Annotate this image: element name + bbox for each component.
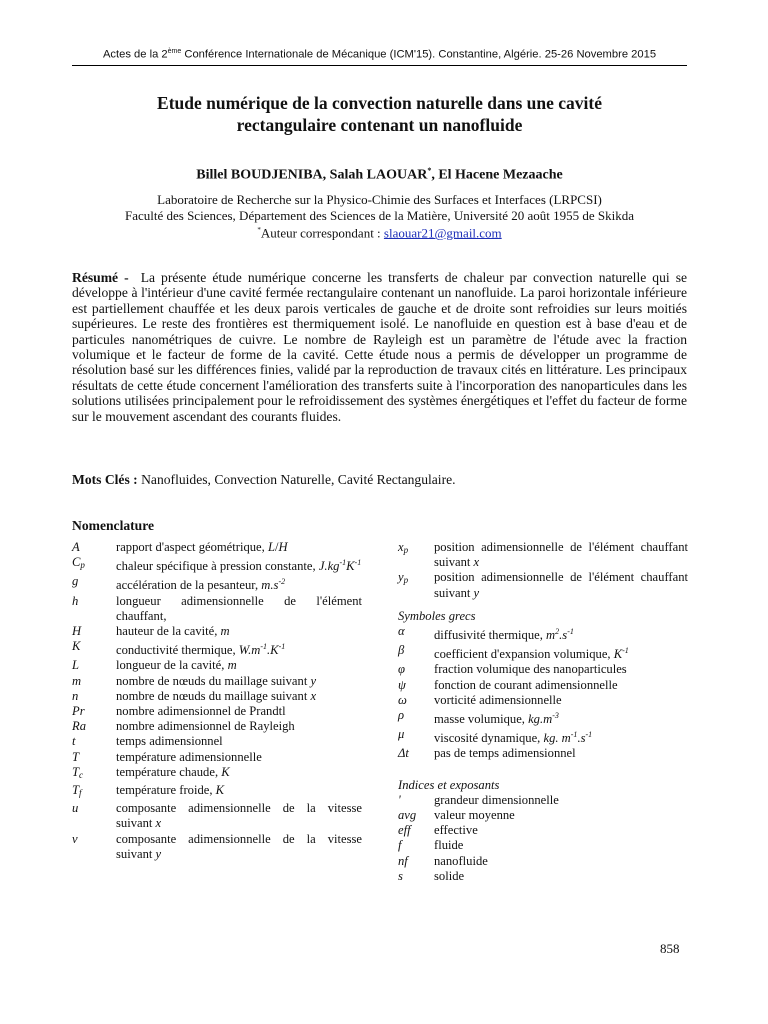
- list-item: $T_f$ température froide, K: [72, 783, 225, 799]
- list-item: A rapport d'aspect géométrique, L/H: [72, 540, 288, 554]
- list-item: ψ fonction de courant adimensionnelle: [398, 677, 618, 692]
- list-item: Δt pas de temps adimensionnel: [398, 746, 576, 761]
- list-item: T température adimensionnelle: [72, 749, 262, 764]
- running-header: Actes de la 2ème Conférence Internationale de Mécanique (ICM'15). Constantine, Algérie. 25-26 Novembre 2015: [72, 48, 687, 66]
- corresponding-author: *Auteur correspondant : slaouar21@gmail.com: [257, 225, 502, 241]
- indices-title: Indices et exposants: [398, 777, 500, 792]
- keywords-text: Nanofluides, Convection Naturelle, Cavité Rectangulaire.: [141, 472, 456, 487]
- list-item: μ viscosité dynamique, kg. $m^{-1}.s^{-1}$: [398, 727, 593, 746]
- list-item: φ fraction volumique des nanoparticules: [398, 662, 627, 677]
- list-item: h longueur adimensionnelle de l'élément chauffant,: [72, 593, 362, 623]
- greek-symbols-title: Symboles grecs: [398, 608, 476, 623]
- keywords: [72, 472, 687, 488]
- list-item: n nombre de nœuds du maillage suivant x: [72, 688, 317, 703]
- list-item: Pr nombre adimensionnel de Prandtl: [72, 704, 286, 719]
- affiliation-line-2: Faculté des Sciences, Département des Sciences de la Matière, Université 20 août 1955 de Skikda: [124, 207, 634, 223]
- list-item: eff effective: [398, 823, 478, 838]
- list-item: s solide: [398, 868, 465, 883]
- abstract-label: Résumé -: [72, 270, 129, 285]
- list-item: H hauteur de la cavité, m: [72, 624, 230, 639]
- title-line-1: Etude numérique de la convection naturelle dans une cavité: [157, 93, 602, 113]
- nomenclature-title: Nomenclature: [72, 518, 155, 533]
- list-item: ω vorticité adimensionnelle: [398, 692, 562, 707]
- keywords-label: Mots Clés :: [72, 472, 138, 487]
- list-item: $C_p$ chaleur spécifique à pression constante, $J.kg^{-1}K^{-1}$: [72, 555, 362, 574]
- list-item: ' grandeur dimensionnelle: [398, 792, 559, 807]
- nomenclature-left-column: [72, 540, 362, 862]
- list-item: K conductivité thermique, $W.m^{-1}.K^{-1}$: [72, 639, 286, 658]
- affiliation: [72, 192, 687, 241]
- list-item: Ra nombre adimensionnel de Rayleigh: [72, 719, 295, 734]
- list-item: m nombre de nœuds du maillage suivant y: [72, 673, 317, 688]
- affiliation-line-1: Laboratoire de Recherche sur la Physico-Chimie des Surfaces et Interfaces (LRPCSI): [157, 192, 602, 207]
- list-item: ρ masse volumique, $kg.m^{-3}$: [398, 708, 559, 727]
- paper-title: [72, 92, 687, 136]
- email-link[interactable]: slaouar21@gmail.com: [383, 225, 502, 241]
- list-item: v composante adimensionnelle de la vitesse suivant y: [72, 831, 362, 861]
- title-line-2: rectangulaire contenant un nanofluide: [236, 115, 523, 135]
- list-item: α diffusivité thermique, $m^2.s^{-1}$: [398, 624, 574, 643]
- abstract: [72, 270, 687, 424]
- abstract-text: La présente étude numérique concerne les transferts de chaleur par convection naturelle qui se développe à l'intérieur d'une cavité fermée rectangulaire contenant un nanofluide. La paroi horizontale inférieure est partiellement chauffée et les deux parois verticales de gauche et de droite sont refroidies sur leurs moitiés supérieures. Le reste des frontières est thermiquement isolé. Le nanofluide en question est à base d'eau et de particules nanométriques de cuivre. Le nombre de Rayleigh est un paramètre de l'étude avec la fraction volumique et le facteur de forme de la cavité. Cette étude nous a permis de développer un programme de résolution basé sur les différences finies, validé par la reproduction de travaux cités en littérature. Les principaux résultats de cette étude concernent l'amélioration des transferts suite à l'incorporation des nanoparticules dans les solutions utilisées principalement pour le refroidissement des systèmes énergétiques et l'effet du facteur de forme sur le mouvement ascendant des courants fluides.: [72, 270, 688, 424]
- list-item: avg valeur moyenne: [398, 808, 515, 823]
- list-item: f fluide: [398, 838, 464, 853]
- list-item: β coefficient d'expansion volumique, $K^{-1}$: [398, 643, 629, 662]
- author-list: Billel BOUDJENIBA, Salah LAOUAR*, El Hacene Mezaache: [196, 166, 563, 183]
- list-item: g accélération de la pesanteur, $m.s^{-2}$: [72, 574, 286, 593]
- list-item: t temps adimensionnel: [72, 734, 223, 749]
- list-item: u composante adimensionnelle de la vitesse suivant x: [72, 801, 362, 831]
- list-item: nf nanofluide: [398, 853, 488, 868]
- list-item: $x_p$ position adimensionnelle de l'élément chauffant suivant x: [398, 540, 688, 570]
- page-number: 858: [660, 941, 680, 956]
- nomenclature-right-column: [398, 540, 688, 884]
- list-item: $T_c$ température chaude, K: [72, 764, 230, 780]
- list-item: L longueur de la cavité, m: [72, 658, 237, 673]
- list-item: $y_p$ position adimensionnelle de l'élément chauffant suivant y: [398, 570, 688, 600]
